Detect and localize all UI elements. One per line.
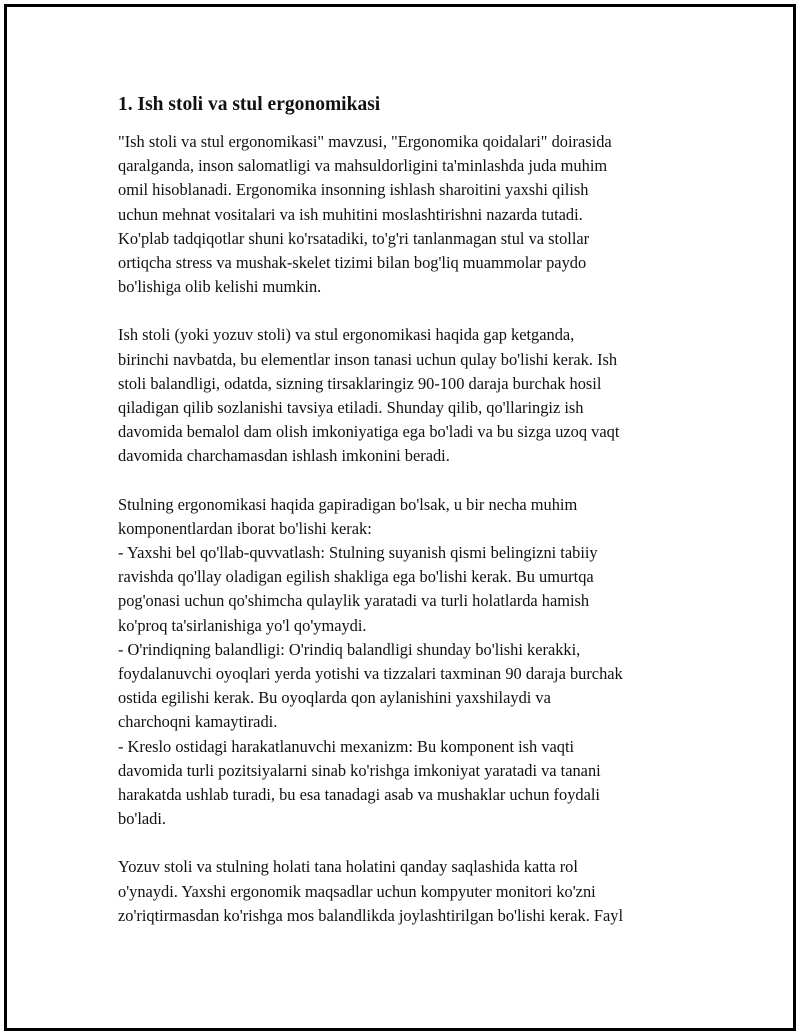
paragraph-desk: Ish stoli (yoki yozuv stoli) va stul ergonomikasi haqida gap ketganda, birinchi navbatda, bu elementlar inson tanasi uchun qulay bo'lishi kerak. Ish stoli balandligi, odatda, sizning tirsaklaringiz 90-100 daraja burchak hosil qiladigan qilib sozlanishi tavsiya etiladi. Shunday qilib, qo'llaringiz ish davomida bemalol dam olish imkoniyatiga ega bo'ladi va bu sizga uzoq vaqt davomida charchamasdan ishlash imkonini beradi.: [118, 325, 620, 466]
paragraph-intro: "Ish stoli va stul ergonomikasi" mavzusi, "Ergonomika qoidalari" doirasida qaralganda, inson salomatligi va mahsuldorligini ta'minlashda juda muhim omil hisoblanadi. Ergonomika insonning ishlash sharoitini yaxshi qilish uchun mehnat vositalari va ish muhitini moslashtirishni nazarda tutadi. Ko'plab tadqiqotlar shuni ko'rsatadiki, to'g'ri tanlanmagan stul va stollar ortiqcha stress va mushak-skelet tizimi bilan bog'liq muammolar paydo bo'lishiga olib kelishi mumkin.: [118, 132, 612, 297]
section-heading: 1. Ish stoli va stul ergonomikasi: [118, 94, 381, 115]
document-body: [118, 92, 688, 928]
paragraph-chair: Stulning ergonomikasi haqida gapiradigan bo'lsak, u bir necha muhim komponentlardan iborat bo'lishi kerak: - Yaxshi bel qo'llab-quvvatlash: Stulning suyanish qismi belingizni tabiiy ravishda qo'llay oladigan egilish shakliga ega bo'lishi kerak. Bu umurtqa pog'onasi uchun qo'shimcha qulaylik yaratadi va turli holatlarda hamish ko'proq ta'sirlanishiga yo'l qo'ymaydi. - O'rindiqning balandligi: O'rindiq balandligi shunday bo'lishi kerakki, foydalanuvchi oyoqlari yerda yotishi va tizzalari taxminan 90 daraja burchak ostida egilishi kerak. Bu oyoqlarda qon aylanishini yaxshilaydi va charchoqni kamaytiradi. - Kreslo ostidagi harakatlanuvchi mexanizm: Bu komponent ish vaqti davomida turli pozitsiyalarni sinab ko'rishga imkoniyat yaratadi va tanani harakatda ushlab turadi, bu esa tanadagi asab va mushaklar uchun foydali bo'ladi.: [118, 494, 623, 829]
paragraph-posture: Yozuv stoli va stulning holati tana holatini qanday saqlashida katta rol o'ynaydi. Yaxshi ergonomik maqsadlar uchun kompyuter monitori ko'zni zo'riqtirmasdan ko'rishga mos balandlikda joylashtirilgan bo'lishi kerak. Fayl: [118, 857, 624, 925]
